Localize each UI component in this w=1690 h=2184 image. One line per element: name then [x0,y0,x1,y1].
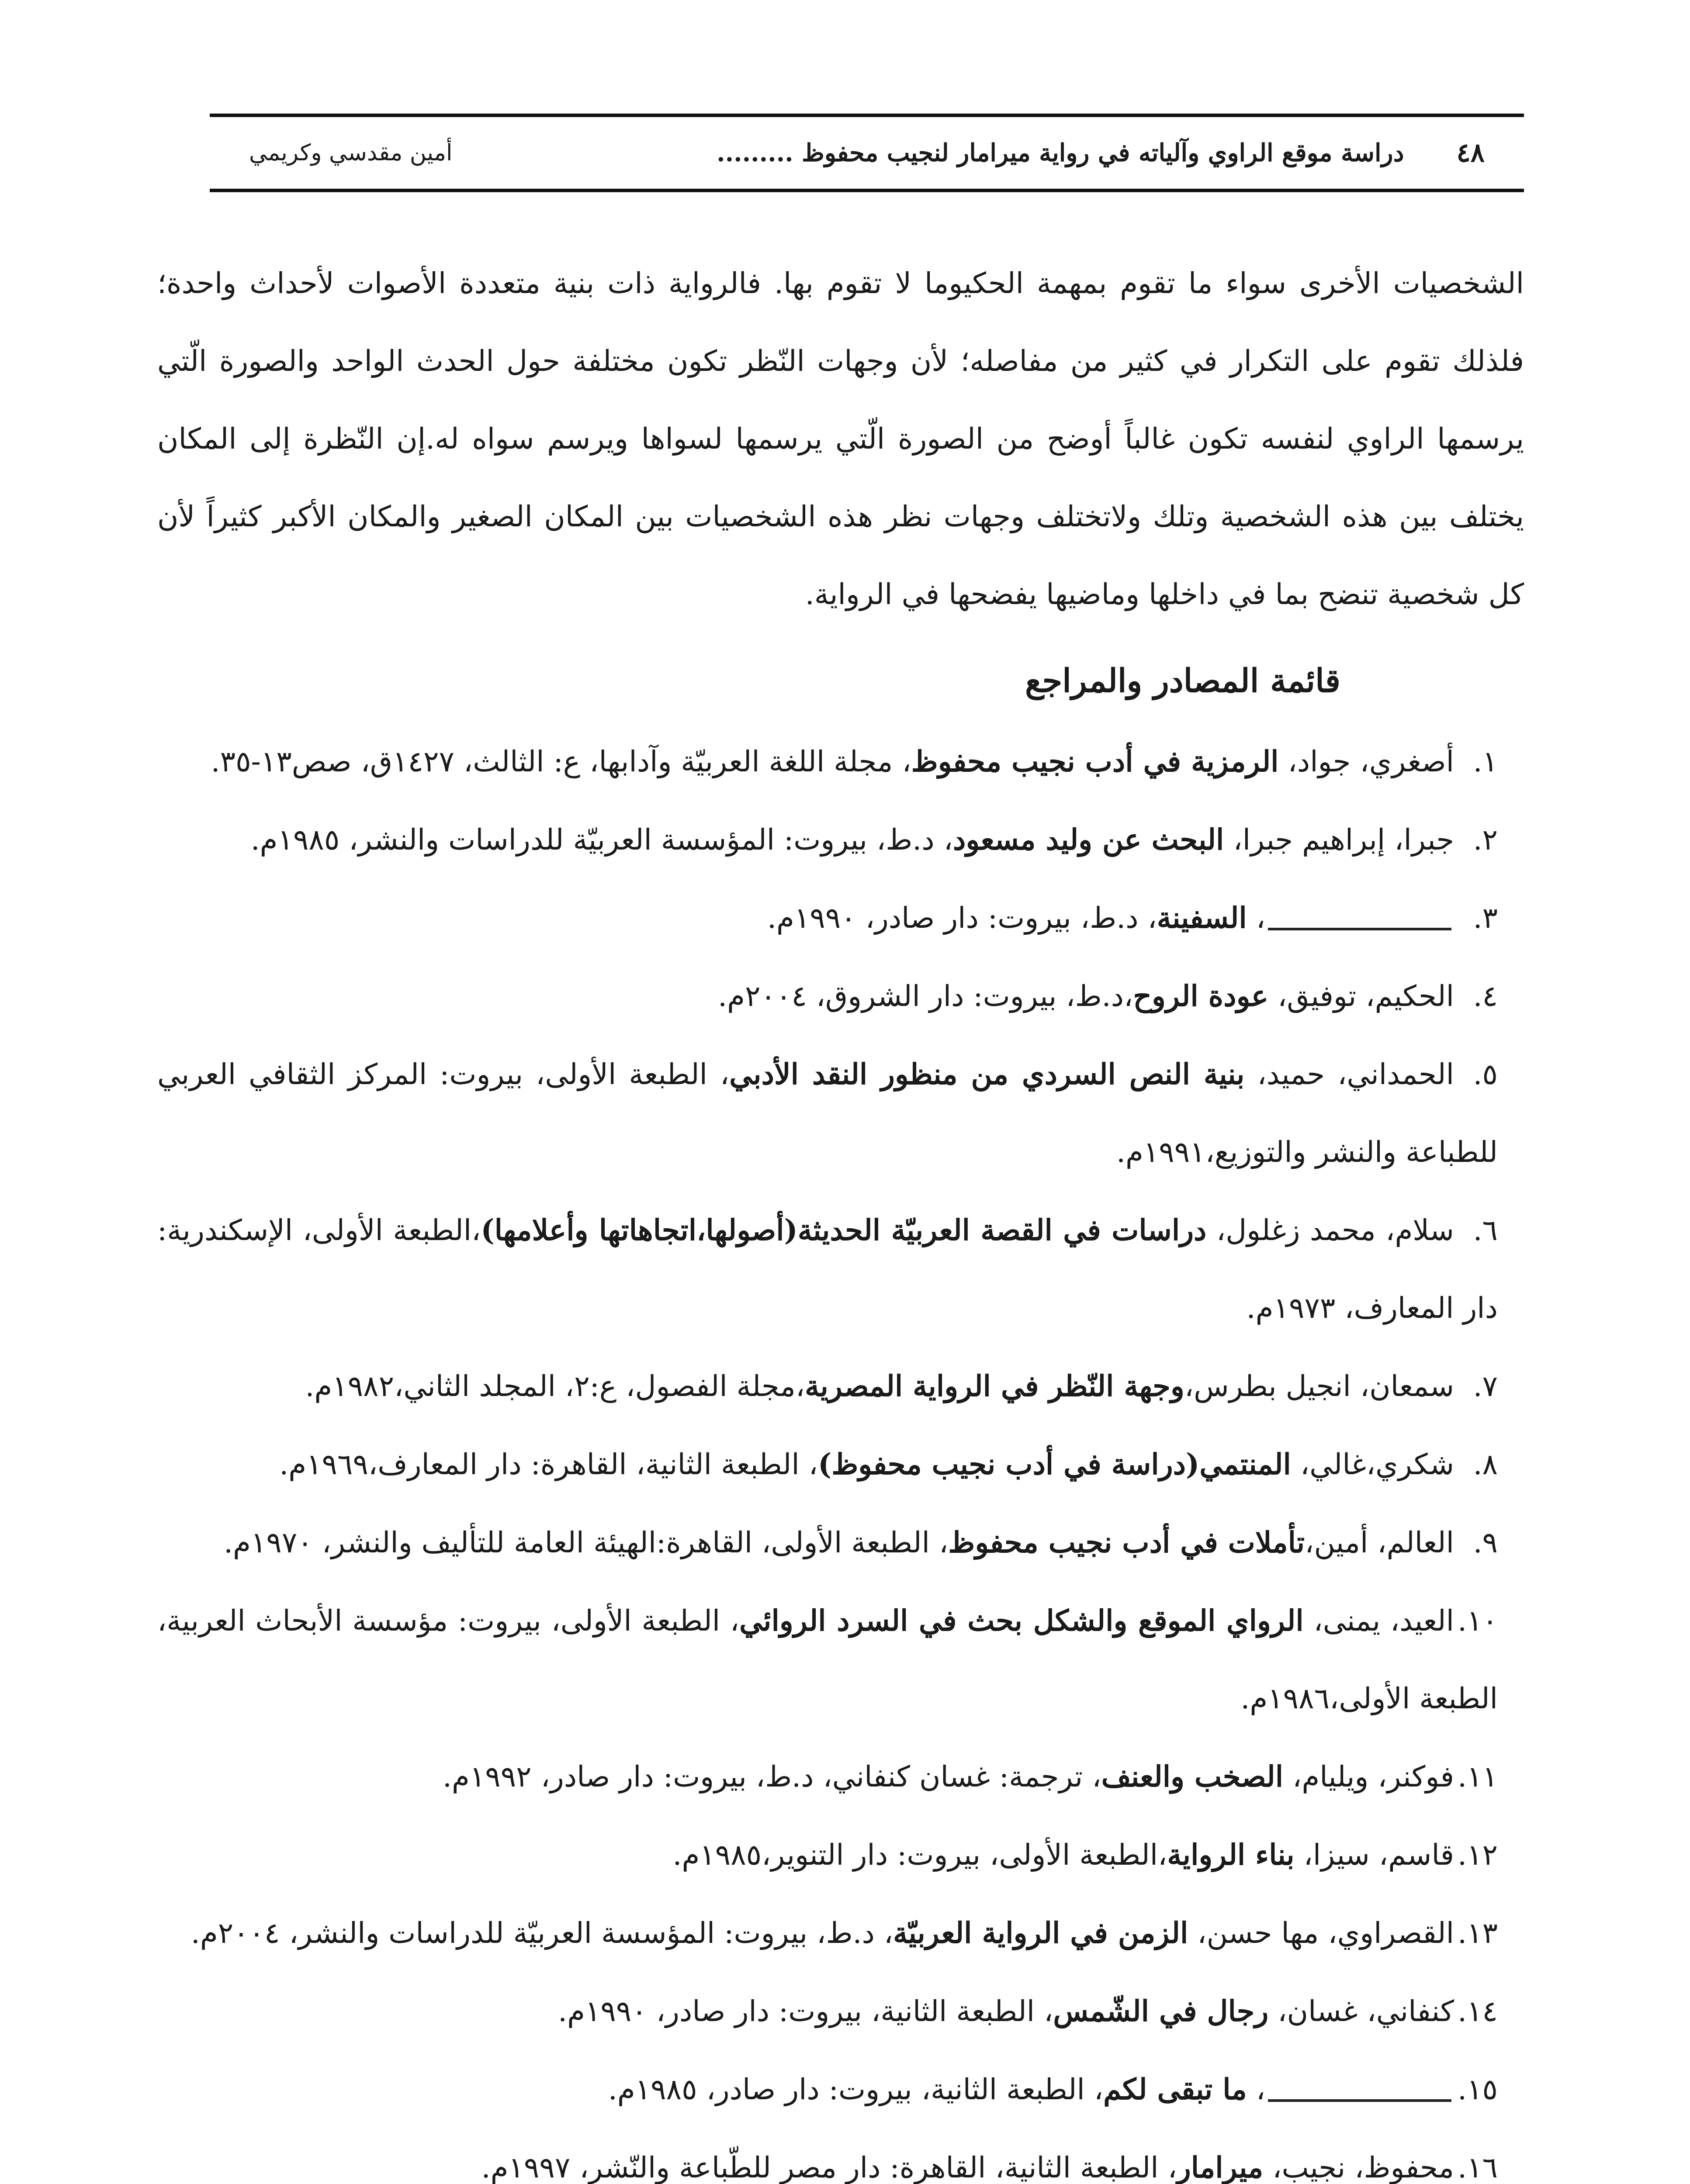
reference-author: العالم، أمين، [1305,1526,1454,1559]
reference-title: البحث عن وليد مسعود [952,822,1224,857]
reference-author: فوكنر، ويليام، [1283,1760,1454,1794]
header-right-group [717,138,1485,168]
reference-number: ٣. [1473,901,1498,935]
reference-number: ١٦. [1458,2151,1498,2184]
reference-author: الحكيم، توفيق، [1268,979,1454,1013]
reference-number: ١٤. [1458,1994,1498,2028]
reference-details: ،د.ط، بيروت: دار الشروق، ٢٠٠٤م. [718,979,1133,1013]
reference-title: بنية النص السردي من منظور النقد الأدبي [729,1057,1245,1091]
reference-title: ما تبقى لكم [1103,2072,1247,2106]
reference-details: ، الطبعة الثانية، القاهرة: دار المعارف،١٩٦٩م. [279,1448,818,1481]
reference-number: ١٣. [1458,1916,1498,1950]
reference-title: الرواي الموقع والشكل بحث في السرد الروائي [739,1603,1304,1638]
reference-details: ،الطبعة الأولى، الإسكندرية: دار المعارف، ١٩٧٣م. [157,1213,1498,1325]
reference-author: الحمداني، حميد، [1244,1057,1454,1091]
reference-item [157,1816,1524,1894]
reference-author: كنفاني، غسان، [1268,1994,1454,2028]
reference-number: ٤. [1473,979,1498,1013]
reference-item [157,801,1524,879]
reference-number: ١٥. [1458,2073,1498,2106]
reference-number: ٧. [1473,1369,1498,1403]
reference-item [157,722,1524,801]
reference-item [157,1347,1524,1425]
reference-item [157,1582,1524,1738]
reference-item [157,1894,1524,1972]
reference-details: ، الطبعة الثانية، القاهرة: دار مصر للطّباعة والنّشر، ١٩٩٧م. [481,2151,1177,2184]
reference-details: ، د.ط، بيروت: المؤسسة العربيّة للدراسات والنشر، ١٩٨٥م. [250,823,953,857]
reference-item [157,1191,1524,1347]
reference-title: السفينة [1157,901,1247,935]
reference-details: ، ترجمة: غسان كنفاني، د.ط، بيروت: دار صادر، ١٩٩٢م. [442,1760,1101,1794]
reference-author: شكري،غالي، [1291,1448,1454,1481]
running-header [210,114,1524,192]
reference-details: ، الطبعة الأولى، بيروت: المركز الثقافي العربي للطباعة والنشر والتوزيع،١٩٩١م. [157,1057,1498,1169]
reference-title: الزمن في الرواية العربيّة [893,1916,1188,1950]
reference-item [157,957,1524,1035]
reference-details: ،الطبعة الأولى، بيروت: دار التنوير،١٩٨٥م. [672,1838,1167,1872]
reference-title: وجهة النّظر في الرواية المصرية [805,1369,1184,1403]
reference-title: دراسات في القصة العربيّة الحديثة(أصولها،اتجاهاتها وأعلامها) [481,1213,1207,1247]
intro-paragraph: الشخصيات الأخرى سواء ما تقوم بمهمة الحكيوما لا تقوم بها. فالرواية ذات بنية متعددة الأصوات لأحداث واحدة؛ فلذلك تقوم على التكرار في كثير من مفاصله؛ لأن وجهات النّظر تكون مختلفة حول الحدث الواحد والصورة الّتي يرسمها الراوي لنفسه تكون غالباً أوضح من الصورة الّتي يرسمها لسواها ويرسم سواه له.إن النّظرة إلى المكان يختلف بين هذه الشخصية وتلك ولاتختلف وجهات نظر هذه الشخصيات بين المكان الصغير والمكان الأكبر كثيراً لأن كل شخصية تنضح بما في داخلها وماضيها يفضحها في الرواية. [157,266,1524,611]
reference-number: ١٠. [1458,1604,1498,1638]
page-number: ٤٨ [1456,138,1485,168]
running-authors: أمين مقدسي وكريمي [249,140,453,166]
reference-title: رجال في الشّمس [1053,1994,1269,2028]
ditto-dash [1268,2082,1451,2102]
reference-title: المنتمي(دراسة في أدب نجيب محفوظ) [817,1447,1291,1481]
reference-details: ، د.ط، بيروت: المؤسسة العربيّة للدراسات والنشر، ٢٠٠٤م. [190,1916,893,1950]
reference-title: ميرامار [1177,2150,1264,2184]
reference-author: سلام، محمد زغلول، [1206,1213,1454,1247]
reference-item [157,1738,1524,1816]
reference-item [157,1425,1524,1503]
references-list [157,722,1524,2184]
reference-title: الصخب والعنف [1101,1759,1284,1794]
reference-item [157,1972,1524,2050]
reference-number: ٨. [1473,1448,1498,1481]
reference-details: ، الطبعة الأولى، بيروت: مؤسسة الأبحاث العربية، الطبعة الأولى،١٩٨٦م. [157,1604,1498,1715]
reference-number: ٦. [1473,1213,1498,1247]
reference-author: القصراوي، مها حسن، [1188,1916,1454,1950]
reference-author: قاسم، سيزا، [1294,1838,1454,1872]
reference-author: سمعان، انجيل بطرس، [1184,1369,1454,1403]
reference-number: ٥. [1473,1057,1498,1091]
reference-number: ١١. [1458,1760,1498,1794]
reference-details: ، الطبعة الأولى، القاهرة:الهيئة العامة للتأليف والنشر، ١٩٧٠م. [224,1526,949,1559]
reference-author: أصغري، جواد، [1278,745,1454,778]
reference-title: بناء الرواية [1167,1838,1295,1872]
reference-details: ،مجلة الفصول، ع:٢، المجلد الثاني،١٩٨٢م. [305,1369,805,1403]
reference-details: ، د.ط، بيروت: دار صادر، ١٩٩٠م. [767,901,1157,935]
ditto-dash [1268,910,1451,930]
reference-item [157,2129,1524,2184]
reference-title: عودة الروح [1133,979,1269,1013]
reference-title: تأملات في أدب نجيب محفوظ [948,1525,1305,1559]
reference-number: ٩. [1473,1526,1498,1559]
reference-title: الرمزية في أدب نجيب محفوظ [911,744,1279,778]
reference-item [157,1503,1524,1582]
references-heading: قائمة المصادر والمراجع [1025,662,1340,700]
running-title: دراسة موقع الراوي وآلياته في رواية ميرامار لنجيب محفوظ ......... [717,138,1404,167]
reference-number: ١. [1473,745,1498,778]
reference-author: محفوظ، نجيب، [1263,2151,1454,2184]
reference-details: ، الطبعة الثانية، بيروت: دار صادر، ١٩٩٠م. [558,1994,1053,2028]
reference-details: ، الطبعة الثانية، بيروت: دار صادر، ١٩٨٥م. [608,2073,1104,2106]
reference-author: جبرا، إبراهيم جبرا، [1224,823,1454,857]
reference-author: العيد، يمنى، [1303,1604,1454,1638]
reference-item [157,2050,1524,2129]
reference-number: ٢. [1473,823,1498,857]
ditto-comma: ، [1247,2073,1265,2106]
reference-item [157,879,1524,957]
reference-details: ، مجلة اللغة العربيّة وآدابها، ع: الثالث، ١٤٢٧ق، صص١٣-٣٥. [211,745,911,778]
reference-item [157,1035,1524,1191]
page-body [157,245,1524,2184]
reference-number: ١٢. [1458,1838,1498,1872]
ditto-comma: ، [1247,901,1265,935]
